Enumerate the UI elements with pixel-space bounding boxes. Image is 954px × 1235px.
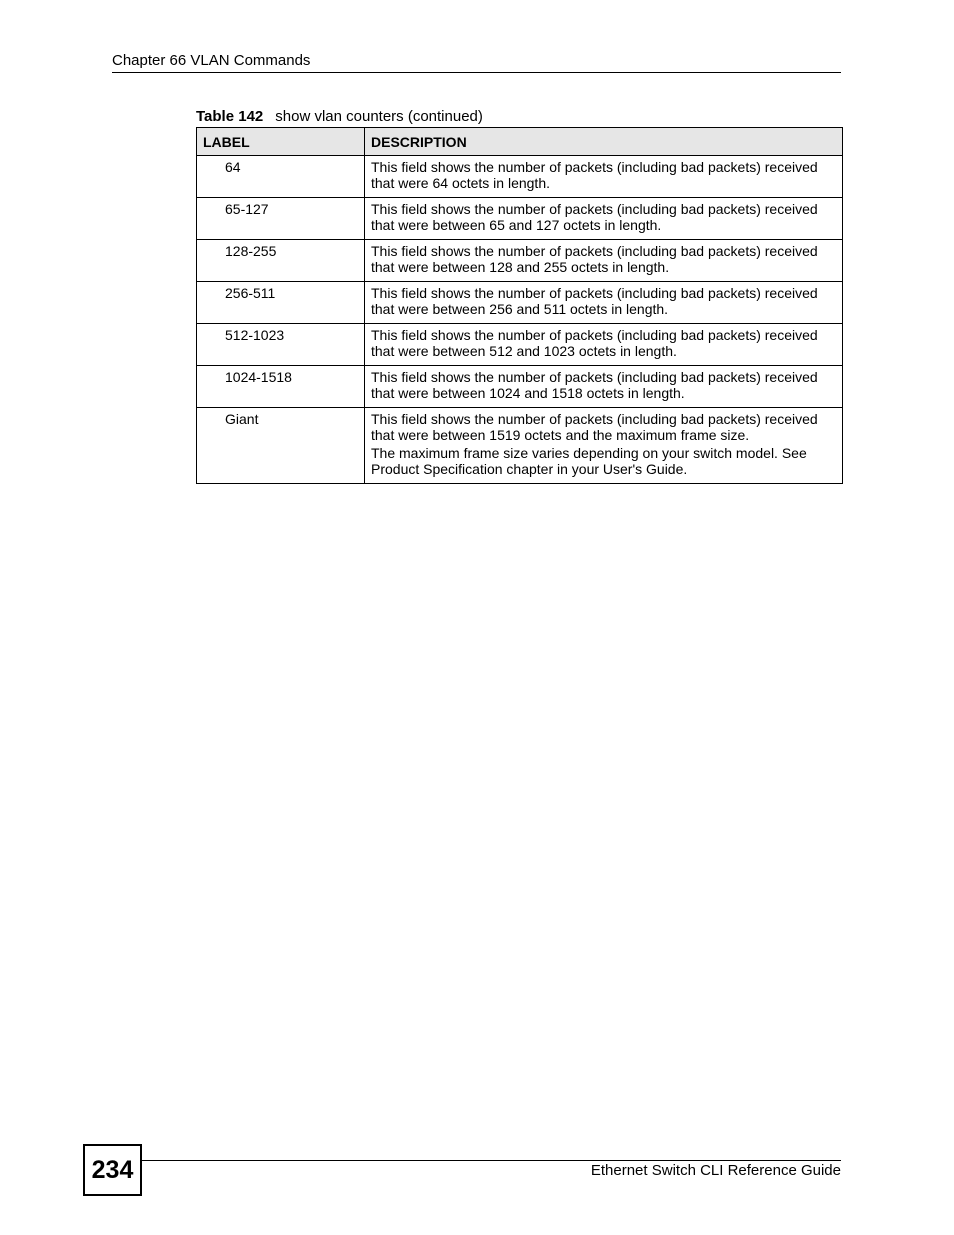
row-description: [365, 408, 843, 484]
description-paragraph: This field shows the number of packets (including bad packets) received that were between 65 and 127 octets in length.: [371, 201, 818, 233]
table-caption: [196, 108, 483, 126]
column-header-label: LABEL: [197, 128, 365, 156]
row-description: [365, 240, 843, 282]
row-description: [365, 156, 843, 198]
description-paragraph: This field shows the number of packets (including bad packets) received that were between 512 and 1023 octets in length.: [371, 327, 818, 359]
page-number: 234: [91, 1155, 134, 1184]
table-caption-number: Table 142: [196, 108, 264, 125]
row-label: 64: [197, 156, 365, 198]
table-header-row: [197, 128, 843, 156]
description-paragraph: This field shows the number of packets (including bad packets) received that were between 1024 and 1518 octets in length.: [371, 369, 818, 401]
row-label: 512-1023: [197, 324, 365, 366]
footer-rule: [140, 1160, 841, 1161]
description-paragraph: The maximum frame size varies depending on your switch model. See Product Specification chapter in your User's Guide.: [371, 445, 807, 477]
row-description: [365, 324, 843, 366]
table-row: [197, 324, 843, 366]
table-caption-title: show vlan counters (continued): [275, 108, 483, 125]
page-header: [112, 51, 841, 73]
row-label: 128-255: [197, 240, 365, 282]
row-description: [365, 198, 843, 240]
table-row: [197, 240, 843, 282]
table-row: [197, 408, 843, 484]
row-description: [365, 366, 843, 408]
table-row: [197, 366, 843, 408]
row-label: Giant: [197, 408, 365, 484]
vlan-counters-table: [196, 127, 843, 484]
table-row: [197, 156, 843, 198]
guide-title: Ethernet Switch CLI Reference Guide: [590, 1162, 841, 1179]
description-paragraph: This field shows the number of packets (including bad packets) received that were between 256 and 511 octets in length.: [371, 285, 818, 317]
table-row: [197, 282, 843, 324]
row-description: [365, 282, 843, 324]
description-paragraph: This field shows the number of packets (including bad packets) received that were 64 octets in length.: [371, 159, 818, 191]
description-paragraph: This field shows the number of packets (including bad packets) received that were between 1519 octets and the maximum frame size.: [371, 411, 818, 443]
description-paragraph: This field shows the number of packets (including bad packets) received that were between 128 and 255 octets in length.: [371, 243, 818, 275]
column-header-description: DESCRIPTION: [365, 128, 843, 156]
page-number-box: [83, 1144, 142, 1196]
table-row: [197, 198, 843, 240]
row-label: 65-127: [197, 198, 365, 240]
row-label: 256-511: [197, 282, 365, 324]
row-label: 1024-1518: [197, 366, 365, 408]
chapter-title: Chapter 66 VLAN Commands: [112, 52, 311, 69]
